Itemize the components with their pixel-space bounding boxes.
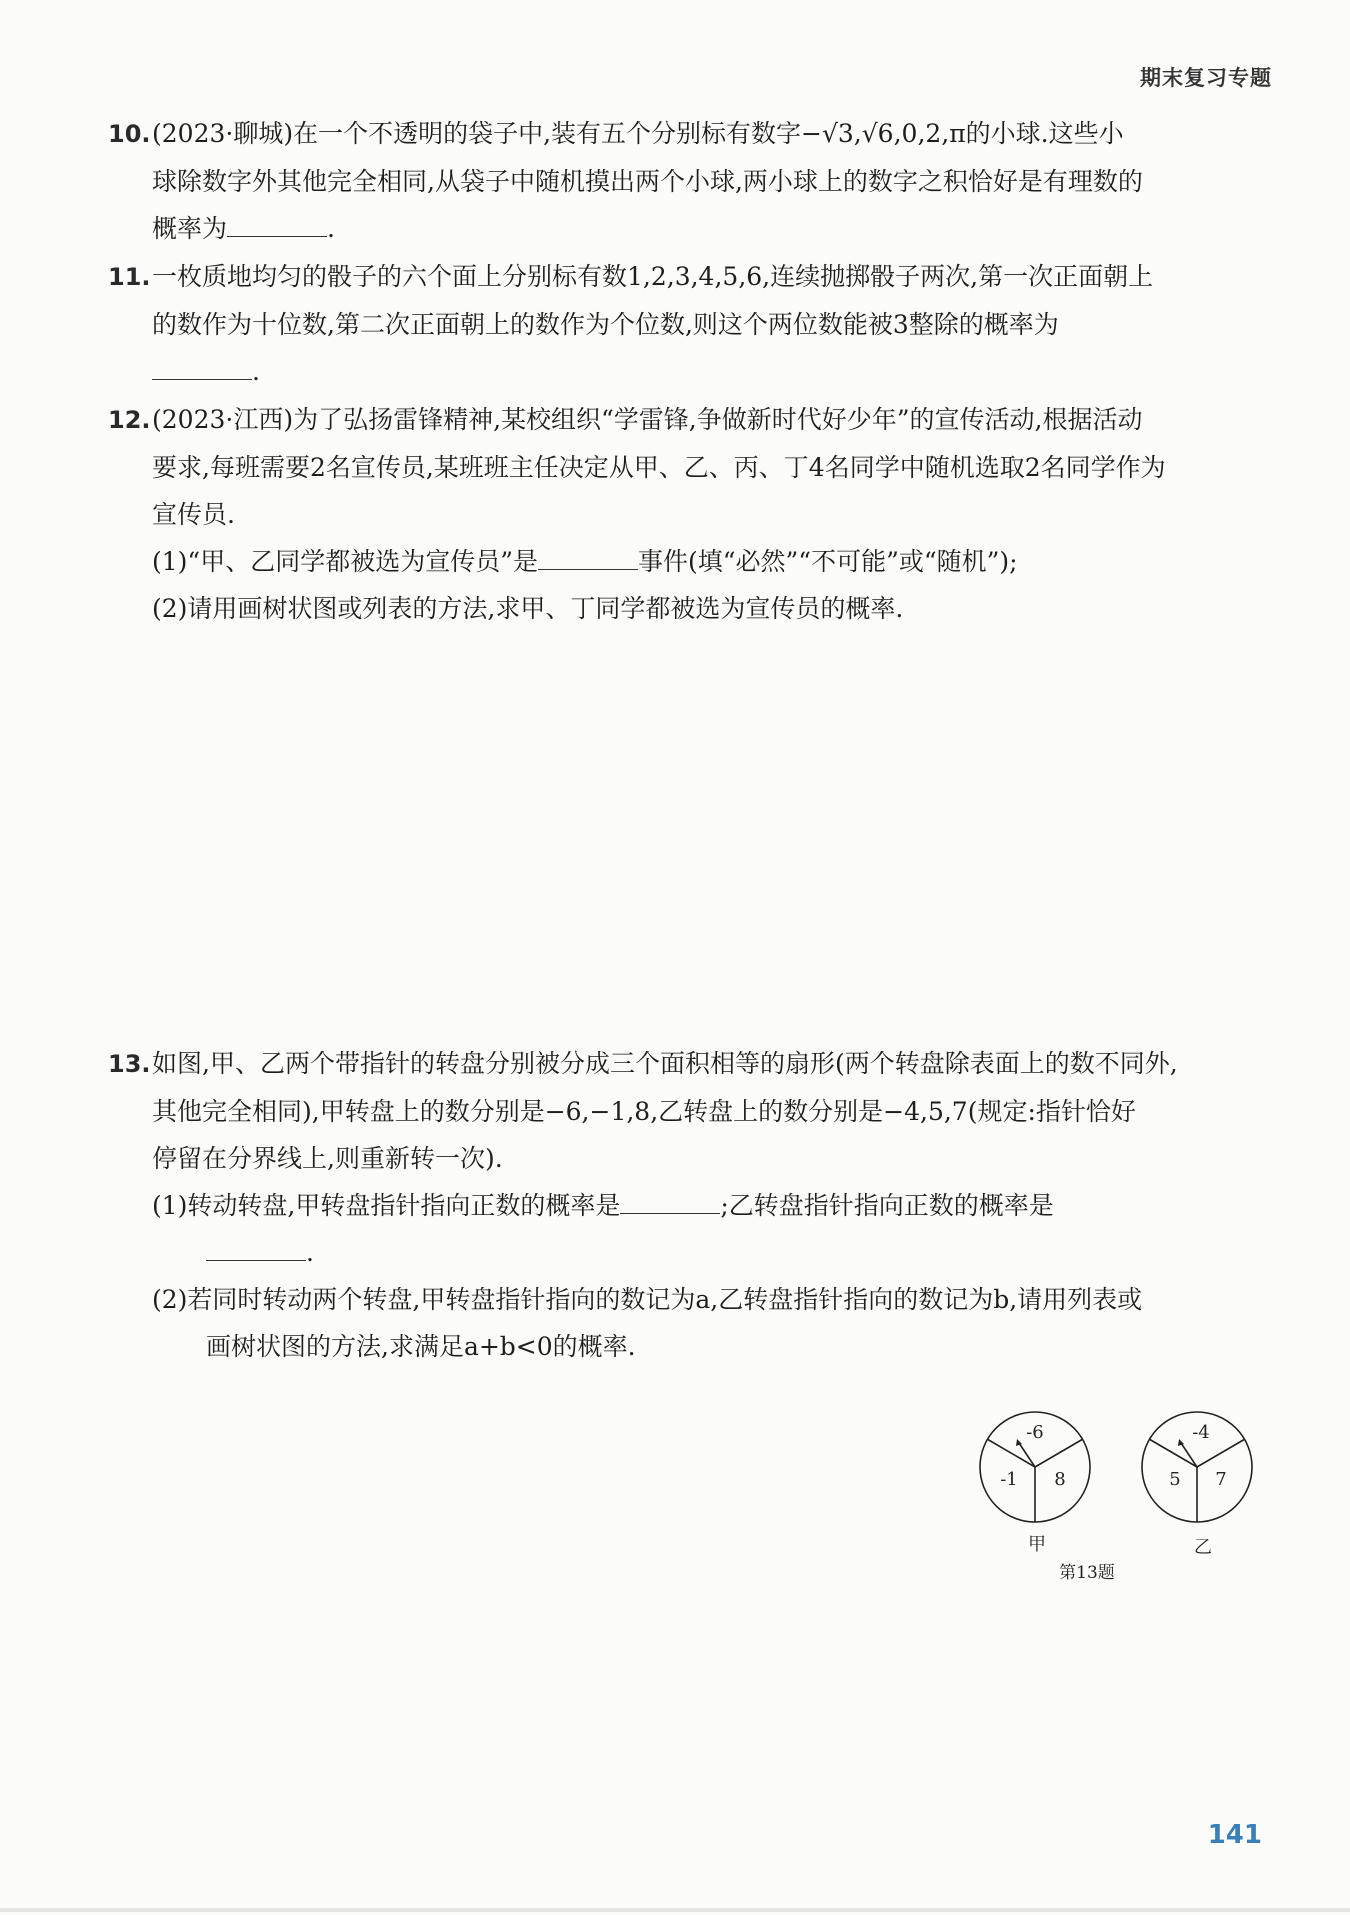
- spinner-yi-value: 7: [1215, 1469, 1227, 1490]
- problem-text-line: 如图,甲、乙两个带指针的转盘分别被分成三个面积相等的扇形(两个转盘除表面上的数不同外,: [152, 1049, 1178, 1078]
- page-number: 141: [1207, 1820, 1262, 1850]
- page-edge: [0, 1908, 1350, 1912]
- problem-number: 13.: [108, 1050, 151, 1078]
- sub-question-2: (2)请用画树状图或列表的方法,求甲、丁同学都被选为宣传员的概率.: [152, 594, 904, 623]
- sub-question-1: (1)转动转盘,甲转盘指针指向正数的概率是 ;乙转盘指针指向正数的概率是: [152, 1191, 1054, 1220]
- problem-text-line: 球除数字外其他完全相同,从袋子中随机摸出两个小球,两小球上的数字之积恰好是有理数的: [152, 167, 1143, 196]
- figure-caption: 第13题: [1059, 1563, 1115, 1583]
- spinner-yi-value: -4: [1192, 1422, 1210, 1443]
- problem-12: [108, 396, 1273, 632]
- problem-text-line: 一枚质地均匀的骰子的六个面上分别标有数1,2,3,4,5,6,连续抛掷骰子两次,第一次正面朝上: [152, 262, 1154, 291]
- problem-number: 11.: [108, 263, 151, 291]
- answer-blank[interactable]: [620, 1189, 720, 1214]
- spinner-jia-label: 甲: [1028, 1534, 1046, 1555]
- problem-10: 10.(2023·聊城)在一个不透明的袋子中,装有五个分别标有数字−√3,√6,0,2,π的小球.这些小 球除数字外其他完全相同,从袋子中随机摸出两个小球,两小球上的数字之积恰好是有理数的 概率为 .: [108, 110, 1273, 252]
- answer-blank[interactable]: [206, 1236, 306, 1261]
- problem-text-line: 概率为: [152, 214, 228, 243]
- problem-text-line: (2023·江西)为了弘扬雷锋精神,某校组织“学雷锋,争做新时代好少年”的宣传活动,根据活动: [152, 405, 1143, 434]
- spinner-yi-value: 5: [1169, 1469, 1181, 1490]
- problem-number: 12.: [108, 406, 151, 434]
- spinner-jia-value: -6: [1026, 1422, 1044, 1443]
- answer-blank[interactable]: [538, 545, 638, 570]
- problem-number: 10.: [108, 120, 151, 148]
- page-header-title: 期末复习专题: [1140, 66, 1272, 90]
- spinner-jia-value: 8: [1054, 1469, 1066, 1490]
- problem-text-line: 要求,每班需要2名宣传员,某班班主任决定从甲、乙、丙、丁4名同学中随机选取2名同学作为: [152, 453, 1166, 482]
- answer-blank[interactable]: [227, 212, 327, 237]
- problem-11: 11.一枚质地均匀的骰子的六个面上分别标有数1,2,3,4,5,6,连续抛掷骰子两次,第一次正面朝上 的数作为十位数,第二次正面朝上的数作为个位数,则这个两位数能被3整除的概率为 .: [108, 253, 1273, 395]
- problem-text-line: 宣传员.: [152, 500, 235, 529]
- problem-text-line: (2023·聊城)在一个不透明的袋子中,装有五个分别标有数字−√3,√6,0,2,π的小球.这些小: [152, 119, 1124, 148]
- spinner-jia-value: -1: [1000, 1469, 1018, 1490]
- sub-question-1: (1)“甲、乙同学都被选为宣传员”是 事件(填“必然”“不可能”或“随机”);: [152, 547, 1018, 576]
- answer-blank[interactable]: [152, 355, 252, 380]
- pointer-arrow: [1019, 1443, 1035, 1467]
- problem-text-line: 其他完全相同),甲转盘上的数分别是−6,−1,8,乙转盘上的数分别是−4,5,7(规定:指针恰好: [152, 1097, 1136, 1126]
- spinners-figure: [975, 1405, 1275, 1585]
- problem-text-line: 停留在分界线上,则重新转一次).: [152, 1144, 503, 1173]
- problem-13: 13.如图,甲、乙两个带指针的转盘分别被分成三个面积相等的扇形(两个转盘除表面上的数不同外, 其他完全相同),甲转盘上的数分别是−6,−1,8,乙转盘上的数分别是−4,5,7(规定:指针恰好 停留在分界线上,则重新转一次). (1)转动转盘,甲转盘指针指向正数的概率是 ;乙转盘指针指向正数的概率是 . (2)若同时转动两个转盘,甲转盘指针指向的数记为a,乙转盘指针指向的数记为b,请用列表或 画树状图的方法,求满足a+b<0的概率.: [108, 1040, 1273, 1370]
- pointer-arrow: [1181, 1443, 1197, 1467]
- sub-question-2: (2)若同时转动两个转盘,甲转盘指针指向的数记为a,乙转盘指针指向的数记为b,请用列表或: [152, 1285, 1143, 1314]
- spinner-yi-label: 乙: [1194, 1537, 1212, 1558]
- problem-text-line: 的数作为十位数,第二次正面朝上的数作为个位数,则这个两位数能被3整除的概率为: [152, 310, 1059, 339]
